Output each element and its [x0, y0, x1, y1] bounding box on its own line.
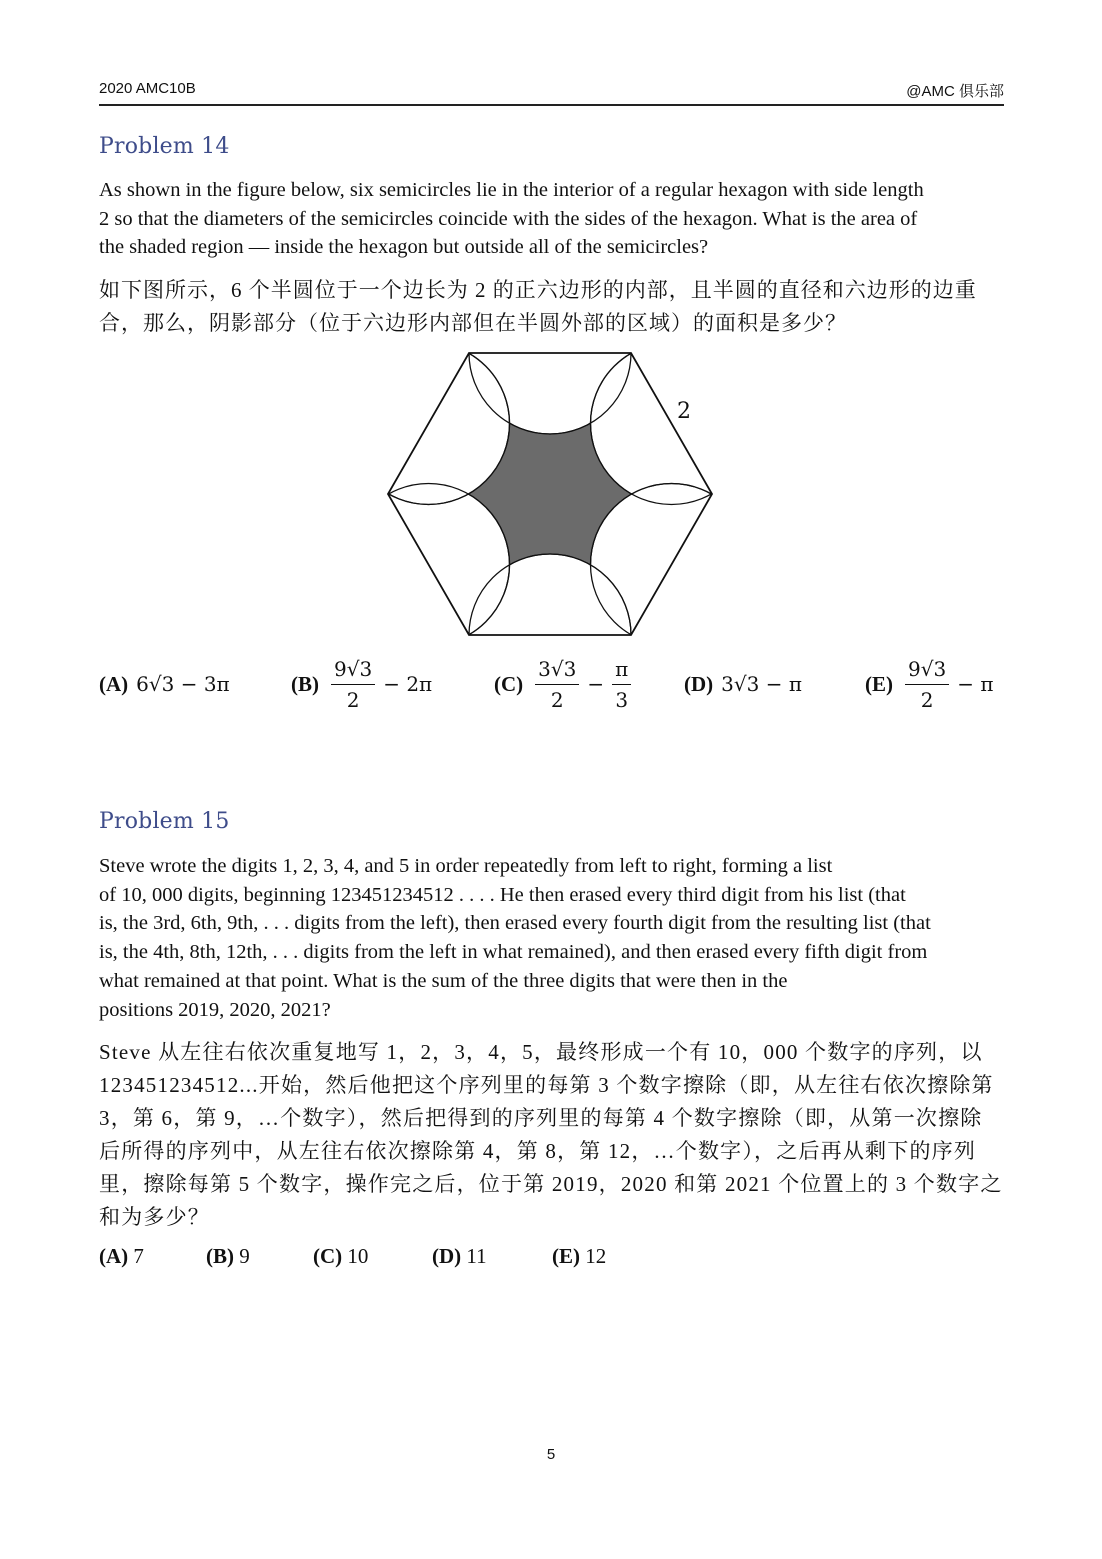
problem-15-english-line: Steve wrote the digits 1, 2, 3, 4, and 5 in order repeatedly from left to right, forming a list: [99, 855, 833, 877]
choice-label: (B): [291, 671, 319, 696]
header-right: @AMC 俱乐部: [906, 83, 1004, 100]
fraction-numerator: 9√3: [905, 657, 949, 685]
choice-label: (C): [494, 671, 524, 696]
problem-15-chinese-line: 123451234512...开始，然后他把这个序列里的每第 3 个数字擦除（即，从左往右依次擦除第: [99, 1073, 994, 1097]
choice-value: 10: [347, 1244, 369, 1268]
page-number: 5: [546, 1446, 556, 1463]
problem-14-english-line: the shaded region — inside the hexagon but outside all of the semicircles?: [99, 236, 709, 259]
hexagon-semicircles-figure: [370, 345, 730, 645]
page-header: [99, 78, 1004, 106]
choice-value: 7: [133, 1244, 144, 1268]
fraction-denominator: 2: [920, 687, 934, 712]
fraction: [905, 657, 949, 712]
minus-sign: −: [587, 672, 605, 696]
choice-label: (C): [313, 1244, 343, 1268]
header-left: 2020 AMC10B: [99, 80, 196, 97]
fraction-numerator: π: [612, 657, 631, 685]
choice-value: 9: [239, 1244, 250, 1268]
choice-expression-rest: − π: [957, 672, 994, 696]
choice-label: (A): [99, 671, 129, 696]
problem-15-english: [99, 852, 1009, 1024]
p15-choice-b: [206, 1244, 250, 1269]
choice-value: 12: [585, 1244, 607, 1268]
problem-14-chinese-line: 如下图所示，6 个半圆位于一个边长为 2 的正六边形的内部，且半圆的直径和六边形的边重: [99, 278, 977, 302]
problem-15-english-line: is, the 4th, 8th, 12th, . . . digits from the left in what remained), and then erased every fifth digit from: [99, 941, 928, 964]
p15-choice-a: [99, 1244, 144, 1269]
problem-14-title: Problem 14: [99, 134, 230, 159]
fraction: [535, 657, 579, 712]
choice-expression-rest: − 2π: [383, 672, 433, 696]
p15-choice-e: [552, 1244, 606, 1269]
problem-15-chinese-line: 和为多少？: [99, 1205, 210, 1229]
fraction-numerator: 3√3: [535, 657, 579, 685]
problem-14-chinese-line: 合，那么，阴影部分（位于六边形内部但在半圆外部的区域）的面积是多少？: [99, 311, 847, 335]
problem-14-english-line: As shown in the figure below, six semicircles lie in the interior of a regular hexagon with side length: [99, 179, 924, 201]
choice-label: (B): [206, 1244, 234, 1268]
choice-b: [291, 652, 432, 716]
choice-e: [865, 652, 993, 716]
choice-label: (D): [684, 671, 714, 696]
choice-label: (A): [99, 1244, 129, 1268]
problem-15-chinese-line: 3，第 6，第 9，…个数字），然后把得到的序列里的每第 4 个数字擦除（即，从第一次擦除: [99, 1106, 983, 1130]
problem-15-chinese-line: Steve 从左往右依次重复地写 1，2，3，4，5，最终形成一个有 10，000 个数字的序列，以: [99, 1040, 983, 1064]
problem-14-choices: [99, 652, 1009, 716]
problem-15-english-line: positions 2019, 2020, 2021?: [99, 998, 331, 1021]
p15-choice-d: [432, 1244, 487, 1269]
problem-15-english-line: of 10, 000 digits, beginning 123451234512 . . . . He then erased every third digit from his list (that: [99, 883, 906, 906]
fraction-numerator: 9√3: [331, 657, 375, 685]
problem-14-chinese: [99, 274, 1004, 340]
problem-15-chinese-line: 里，擦除每第 5 个数字，操作完之后，位于第 2019，2020 和第 2021 个位置上的 3 个数字之: [99, 1172, 1003, 1196]
choice-label: (E): [552, 1244, 580, 1268]
fraction: [331, 657, 375, 712]
problem-15-chinese: [99, 1036, 1004, 1234]
fraction-denominator: 3: [615, 687, 629, 712]
choice-c: [494, 652, 635, 716]
choice-expression: 6√3 − 3π: [136, 672, 230, 696]
problem-14-english-line: 2 so that the diameters of the semicircles coincide with the sides of the hexagon. What is the area of: [99, 207, 918, 230]
problem-15-title: Problem 15: [99, 809, 230, 834]
problem-15-chinese-line: 后所得的序列中，从左往右依次擦除第 4，第 8，第 12，…个数字），之后再从剩下的序列: [99, 1139, 977, 1163]
side-length-label: 2: [677, 399, 691, 424]
choice-a: [99, 652, 230, 716]
choice-expression: 3√3 − π: [721, 672, 802, 696]
fraction-denominator: 2: [346, 687, 360, 712]
choice-d: [684, 652, 802, 716]
fraction-denominator: 2: [550, 687, 564, 712]
problem-15-english-line: is, the 3rd, 6th, 9th, . . . digits from the left), then erased every fourth digit from the resulting list (that: [99, 912, 931, 935]
choice-value: 11: [466, 1244, 487, 1268]
problem-15-english-line: what remained at that point. What is the sum of the three digits that were then in the: [99, 969, 788, 992]
problem-14-english: [99, 176, 1009, 262]
p15-choice-c: [313, 1244, 368, 1269]
choice-label: (E): [865, 671, 893, 696]
choice-label: (D): [432, 1244, 462, 1268]
fraction: [612, 657, 631, 712]
